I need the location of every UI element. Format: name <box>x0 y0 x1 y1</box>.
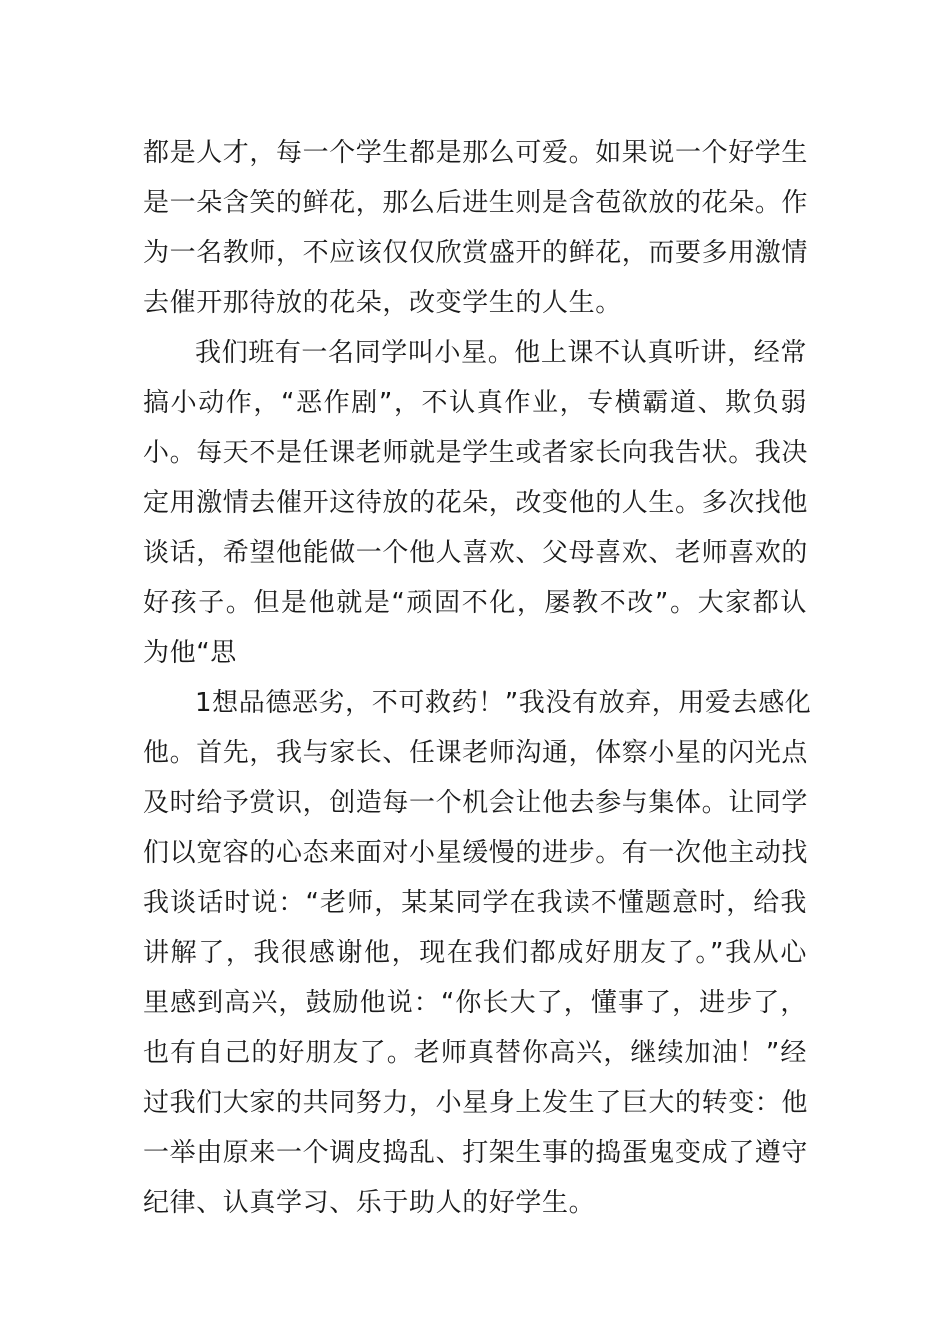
document-body <box>143 128 812 1228</box>
paragraph-start-line: 1想品德恶劣，不可救药！”我没有放弃，用爱去感化 <box>195 688 812 718</box>
text-line: 纪律、认真学习、乐于助人的好学生。 <box>143 1188 596 1218</box>
text-line: 讲解了，我很感谢他，现在我们都成好朋友了。”我从心 <box>143 938 807 968</box>
text-line: 都是人才，每一个学生都是那么可爱。如果说一个好学生 <box>143 138 809 168</box>
text-line: 为一名教师，不应该仅仅欣赏盛开的鲜花，而要多用激情 <box>143 238 809 268</box>
text-line: 定用激情去催开这待放的花朵，改变他的人生。多次找他 <box>143 488 809 518</box>
paragraph-start-line: 我们班有一名同学叫小星。他上课不认真听讲，经常 <box>195 338 807 368</box>
text-line: 一举由原来一个调皮捣乱、打架生事的捣蛋鬼变成了遵守 <box>143 1138 809 1168</box>
text-line: 及时给予赏识，创造每一个机会让他去参与集体。让同学 <box>143 788 809 818</box>
text-line: 们以宽容的心态来面对小星缓慢的进步。有一次他主动找 <box>143 838 809 868</box>
text-line: 我谈话时说：“老师，某某同学在我读不懂题意时，给我 <box>143 888 807 918</box>
text-line: 为他“思 <box>143 638 237 668</box>
text-line: 谈话，希望他能做一个他人喜欢、父母喜欢、老师喜欢的 <box>143 538 809 568</box>
text-line: 他。首先，我与家长、任课老师沟通，体察小星的闪光点 <box>143 738 809 768</box>
text-line: 去催开那待放的花朵，改变学生的人生。 <box>143 288 622 318</box>
text-line: 也有自己的好朋友了。老师真替你高兴，继续加油！”经 <box>143 1038 807 1068</box>
text-line: 过我们大家的共同努力，小星身上发生了巨大的转变：他 <box>143 1088 809 1118</box>
text-line: 好孩子。但是他就是“顽固不化，屡教不改”。大家都认 <box>143 588 807 618</box>
text-line: 搞小动作，“恶作剧”，不认真作业，专横霸道、欺负弱 <box>143 388 807 418</box>
text-line: 里感到高兴，鼓励他说：“你长大了，懂事了，进步了， <box>143 988 807 1018</box>
text-line: 是一朵含笑的鲜花，那么后进生则是含苞欲放的花朵。作 <box>143 188 809 218</box>
text-line: 小。每天不是任课老师就是学生或者家长向我告状。我决 <box>143 438 809 468</box>
